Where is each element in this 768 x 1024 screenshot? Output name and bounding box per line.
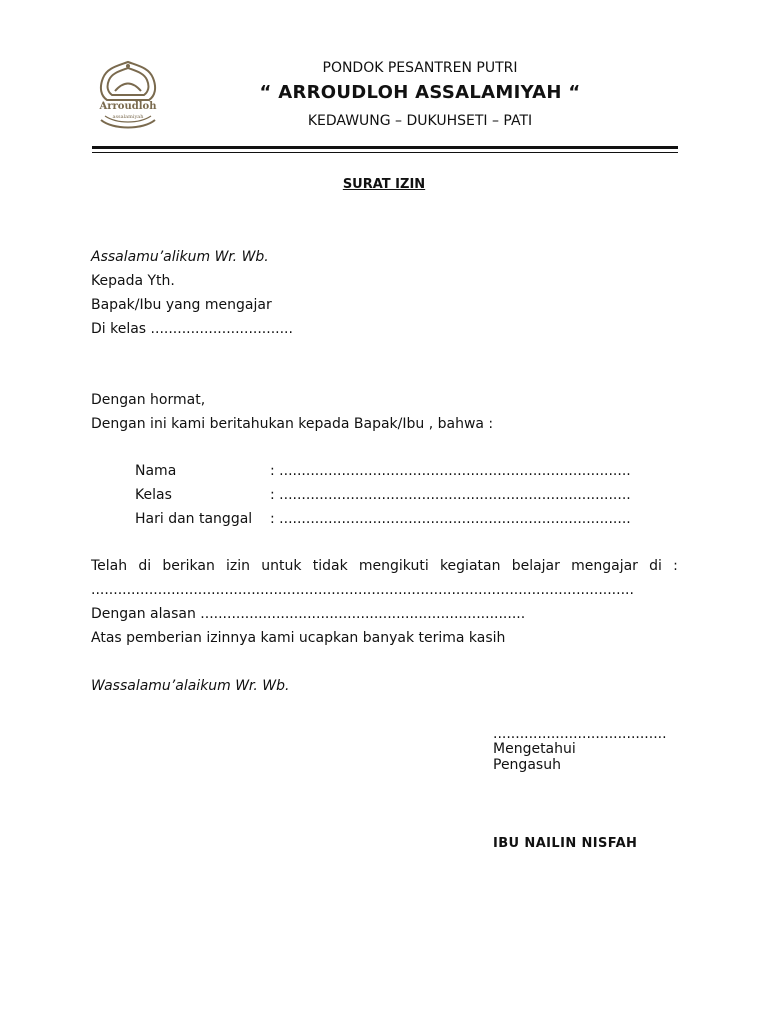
- permission-word: di: [649, 558, 662, 574]
- logo-text: Arroudloh: [99, 101, 157, 112]
- permission-word: tidak: [312, 558, 348, 574]
- permission-word: untuk: [261, 558, 302, 574]
- field-value-kelas: : ...............................................................................: [270, 487, 631, 503]
- closing-greeting: Wassalamu’alaikum Wr. Wb.: [91, 678, 290, 694]
- addressee-class: Di kelas ................................: [91, 321, 293, 337]
- addressee-line1: Kepada Yth.: [91, 273, 175, 289]
- permission-word: kegiatan: [439, 558, 501, 574]
- addressee-line2: Bapak/Ibu yang mengajar: [91, 297, 272, 313]
- header-institution-name: “ ARROUDLOH ASSALAMIYAH “: [259, 82, 581, 103]
- signatory-name: IBU NAILIN NISFAH: [493, 836, 638, 851]
- location-dotted-line: ..........................................................................................................................: [91, 582, 634, 598]
- field-value-nama: : ...............................................................................: [270, 463, 631, 479]
- permission-word: :: [673, 558, 678, 574]
- signature-acknowledge: Mengetahui: [493, 741, 576, 757]
- permission-word: di: [138, 558, 152, 574]
- pesantren-logo: [93, 58, 163, 132]
- field-label-hari-tanggal: Hari dan tanggal: [135, 511, 253, 527]
- reason-line: Dengan alasan .........................................................................: [91, 606, 526, 622]
- thanks-line: Atas pemberian izinnya kami ucapkan banyak terima kasih: [91, 630, 506, 646]
- permission-word: belajar: [511, 558, 560, 574]
- permission-statement: [91, 558, 678, 574]
- signature-role: Pengasuh: [493, 757, 561, 773]
- permission-word: mengajar: [571, 558, 638, 574]
- logo-subtext: assalamiyah: [112, 114, 144, 120]
- header-divider-thin: [92, 152, 678, 153]
- opening-salutation: Dengan hormat,: [91, 392, 206, 408]
- header-institution-type: PONDOK PESANTREN PUTRI: [322, 60, 518, 76]
- greeting: Assalamu’alikum Wr. Wb.: [91, 249, 269, 265]
- field-label-kelas: Kelas: [135, 487, 172, 503]
- permission-word: mengikuti: [358, 558, 429, 574]
- opening-statement: Dengan ini kami beritahukan kepada Bapak/Ibu , bahwa :: [91, 416, 494, 432]
- permission-word: Telah: [91, 558, 128, 574]
- permission-word: izin: [226, 558, 251, 574]
- permission-word: berikan: [162, 558, 215, 574]
- header-divider-thick: [92, 146, 678, 149]
- document-title: SURAT IZIN: [342, 177, 426, 192]
- signature-line: .......................................: [493, 726, 667, 742]
- field-value-hari-tanggal: : ...............................................................................: [270, 511, 631, 527]
- field-label-nama: Nama: [135, 463, 177, 479]
- header-address: KEDAWUNG – DUKUHSETI – PATI: [307, 113, 533, 129]
